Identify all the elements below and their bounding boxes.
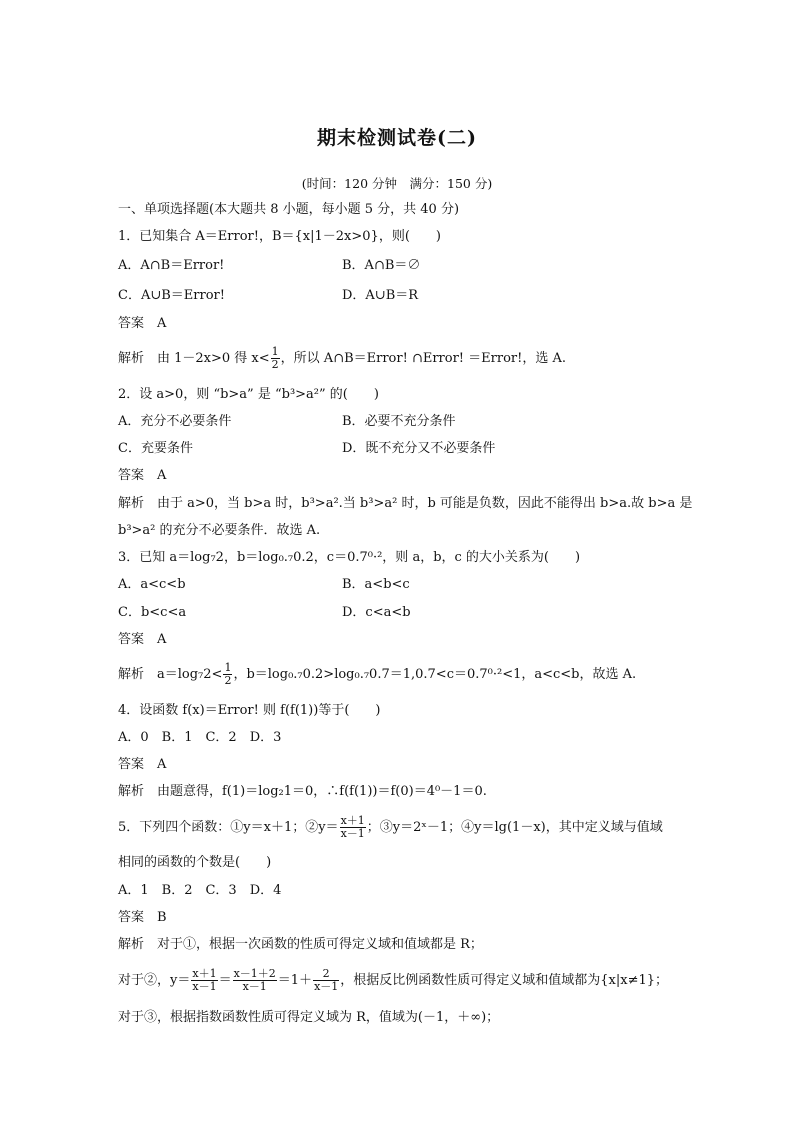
q3-option-b: B．a<b<c (342, 577, 410, 592)
q4-options: A．0 B．1 C．2 D．3 (118, 730, 282, 745)
exam-info: (时间：120 分钟 满分：150 分) (301, 176, 493, 191)
fraction: $\frac{x+1}{x-1}$ (192, 967, 217, 993)
q1-option-a: A．A∩B＝Error! (118, 258, 225, 273)
q5-options: A．1 B．2 C．3 D．4 (118, 883, 282, 898)
fraction: $\frac{1}{2}$ (271, 345, 279, 371)
q2-explanation-line2: b³>a² 的充分不必要条件．故选 A. (118, 523, 321, 538)
q3-option-a: A．a<c<b (118, 577, 186, 592)
q3-option-c: C．b<c<a (118, 605, 187, 620)
q1-answer: 答案 A (118, 316, 167, 331)
q5-explanation-line1: 解析 对于①，根据一次函数的性质可得定义域和值域都是 R； (118, 937, 483, 952)
fraction: $\frac{1}{2}$ (224, 661, 232, 687)
q4-answer: 答案 A (118, 757, 167, 772)
q1-option-c: C．A∪B＝Error! (118, 288, 225, 303)
q5-explanation-line3: 对于③，根据指数函数性质可得定义域为 R，值域为(－1，＋∞)； (118, 1010, 500, 1025)
q5-answer: 答案 B (118, 910, 167, 925)
q1-explanation: 解析 由 1－2x>0 得 x< $\frac{1}{2}$ ，所以 A∩B＝Error! ∩Error! ＝Error!，选 A. (118, 345, 566, 371)
q2-option-c: C．充要条件 (118, 441, 193, 456)
fraction: $\frac{x+1}{x-1}$ (340, 814, 365, 840)
q3-stem: 3．已知 a＝log₇2，b＝log₀.₇0.2，c＝0.7⁰·²，则 a，b，c 的大小关系为( ) (118, 550, 581, 565)
q2-explanation-line1: 解析 由于 a>0，当 b>a 时，b³>a².当 b³>a² 时，b 可能是负数，因此不能得出 b>a.故 b>a 是 (118, 496, 693, 511)
q2-stem: 2．设 a>0，则 “b>a” 是 “b³>a²” 的( ) (118, 387, 379, 402)
q5-stem-line2: 相同的函数的个数是( ) (118, 855, 272, 870)
q5-stem-line1: 5．下列四个函数：①y＝x＋1；②y＝ $\frac{x+1}{x-1}$ ；③y＝2ˣ－1；④y＝lg(1－x)，其中定义域与值域 (118, 814, 663, 840)
q3-answer: 答案 A (118, 632, 167, 647)
fraction: $\frac{2}{x-1}$ (314, 967, 339, 993)
q4-stem: 4．设函数 f(x)＝Error! 则 f(f(1))等于( ) (118, 703, 381, 718)
q1-option-b: B．A∩B＝∅ (342, 258, 421, 273)
q3-explanation: 解析 a＝log₇2< $\frac{1}{2}$ ，b＝log₀.₇0.2>log₀.₇0.7＝1,0.7<c＝0.7⁰·²<1，a<c<b，故选 A. (118, 661, 637, 687)
q2-option-a: A．充分不必要条件 (118, 414, 232, 429)
section-heading: 一、单项选择题(本大题共 8 小题，每小题 5 分，共 40 分) (118, 202, 460, 217)
q4-explanation: 解析 由题意得，f(1)＝log₂1＝0，∴f(f(1))＝f(0)＝4⁰－1＝0. (118, 784, 487, 799)
q2-option-b: B．必要不充分条件 (342, 414, 456, 429)
page-title: 期末检测试卷(二) (317, 127, 477, 149)
q1-option-d: D．A∪B＝R (342, 288, 419, 303)
q3-option-d: D．c<a<b (342, 605, 411, 620)
q2-answer: 答案 A (118, 468, 167, 483)
q1-stem: 1．已知集合 A＝Error!，B＝{x|1－2x>0}，则( ) (118, 229, 441, 244)
q5-explanation-line2: 对于②，y＝ $\frac{x+1}{x-1}$ ＝ $\frac{x-1+2}{x-1}$ ＝1＋ $\frac{2}{x-1}$ ，根据反比例函数性质可得定义域和值域都为{x|x≠1}； (118, 967, 669, 993)
q2-option-d: D．既不充分又不必要条件 (342, 441, 496, 456)
fraction: $\frac{x-1+2}{x-1}$ (233, 967, 276, 993)
